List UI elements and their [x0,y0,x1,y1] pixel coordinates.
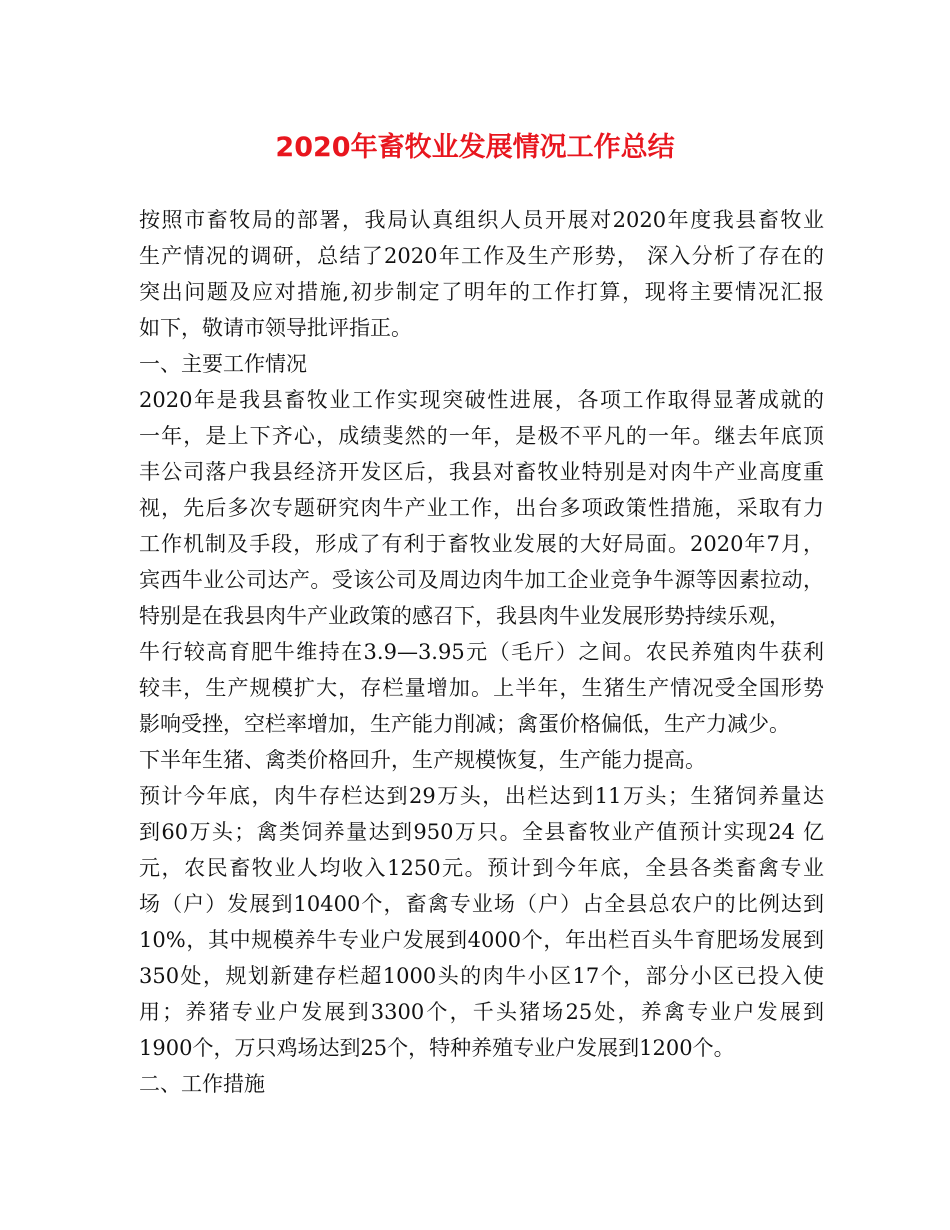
paragraph-line: 下半年生猪、禽类价格回升，生产规模恢复，生产能力提高。 [139,748,706,772]
paragraph-line: 用；养猪专业户发展到3300个，千头猪场25处，养禽专业户发展到 [139,1000,824,1024]
paragraph-line: 宾西牛业公司达产。受该公司及周边肉牛加工企业竞争牛源等因素拉动， [139,568,824,592]
document-body [139,202,824,1102]
paragraph-line: 元，农民畜牧业人均收入1250元。预计到今年底，全县各类畜禽专业 [139,856,824,880]
paragraph-line: 特别是在我县肉牛产业政策的感召下，我县肉牛业发展形势持续乐观， [139,604,790,628]
paragraph-line: 1900个，万只鸡场达到25个，特种养殖专业户发展到1200个。 [139,1036,735,1060]
paragraph-line: 影响受挫，空栏率增加，生产能力削减；禽蛋价格偏低，生产力减少。 [139,712,790,736]
paragraph-line: 牛行较高育肥牛维持在3.9—3.95元（毛斤）之间。农民养殖肉牛获利 [139,640,824,664]
paragraph-line: 如下，敬请市领导批评指正。 [139,316,412,340]
document-title: 2020年畜牧业发展情况工作总结 [275,132,675,163]
paragraph-line: 到60万头；禽类饲养量达到950万只。全县畜牧业产值预计实现24 亿 [139,820,824,844]
paragraph-line: 场（户）发展到10400个，畜禽专业场（户）占全县总农户的比例达到 [139,892,824,916]
paragraph-line: 2020年是我县畜牧业工作实现突破性进展，各项工作取得显著成就的 [139,388,824,412]
paragraph-line: 工作机制及手段，形成了有利于畜牧业发展的大好局面。2020年7月， [139,532,824,556]
paragraph-line: 视，先后多次专题研究肉牛产业工作，出台多项政策性措施，采取有力 [139,496,824,520]
paragraph-line: 突出问题及应对措施,初步制定了明年的工作打算，现将主要情况汇报 [139,280,824,304]
paragraph-line: 丰公司落户我县经济开发区后，我县对畜牧业特别是对肉牛产业高度重 [139,460,824,484]
paragraph-line: 预计今年底，肉牛存栏达到29万头，出栏达到11万头；生猪饲养量达 [139,784,824,808]
paragraph-line: 350处，规划新建存栏超1000头的肉牛小区17个，部分小区已投入使 [139,964,824,988]
paragraph-line: 10%，其中规模养牛专业户发展到4000个，年出栏百头牛育肥场发展到 [139,928,824,952]
paragraph-line: 生产情况的调研，总结了2020年工作及生产形势， 深入分析了存在的 [139,244,824,268]
section-heading-work-measures: 二、工作措施 [139,1072,265,1096]
paragraph-line: 按照市畜牧局的部署，我局认真组织人员开展对2020年度我县畜牧业 [139,208,824,232]
paragraph-line: 一年，是上下齐心，成绩斐然的一年，是极不平凡的一年。继去年底顶 [139,424,824,448]
section-heading-main-work: 一、主要工作情况 [139,352,307,376]
paragraph-line: 较丰，生产规模扩大，存栏量增加。上半年，生猪生产情况受全国形势 [139,676,824,700]
